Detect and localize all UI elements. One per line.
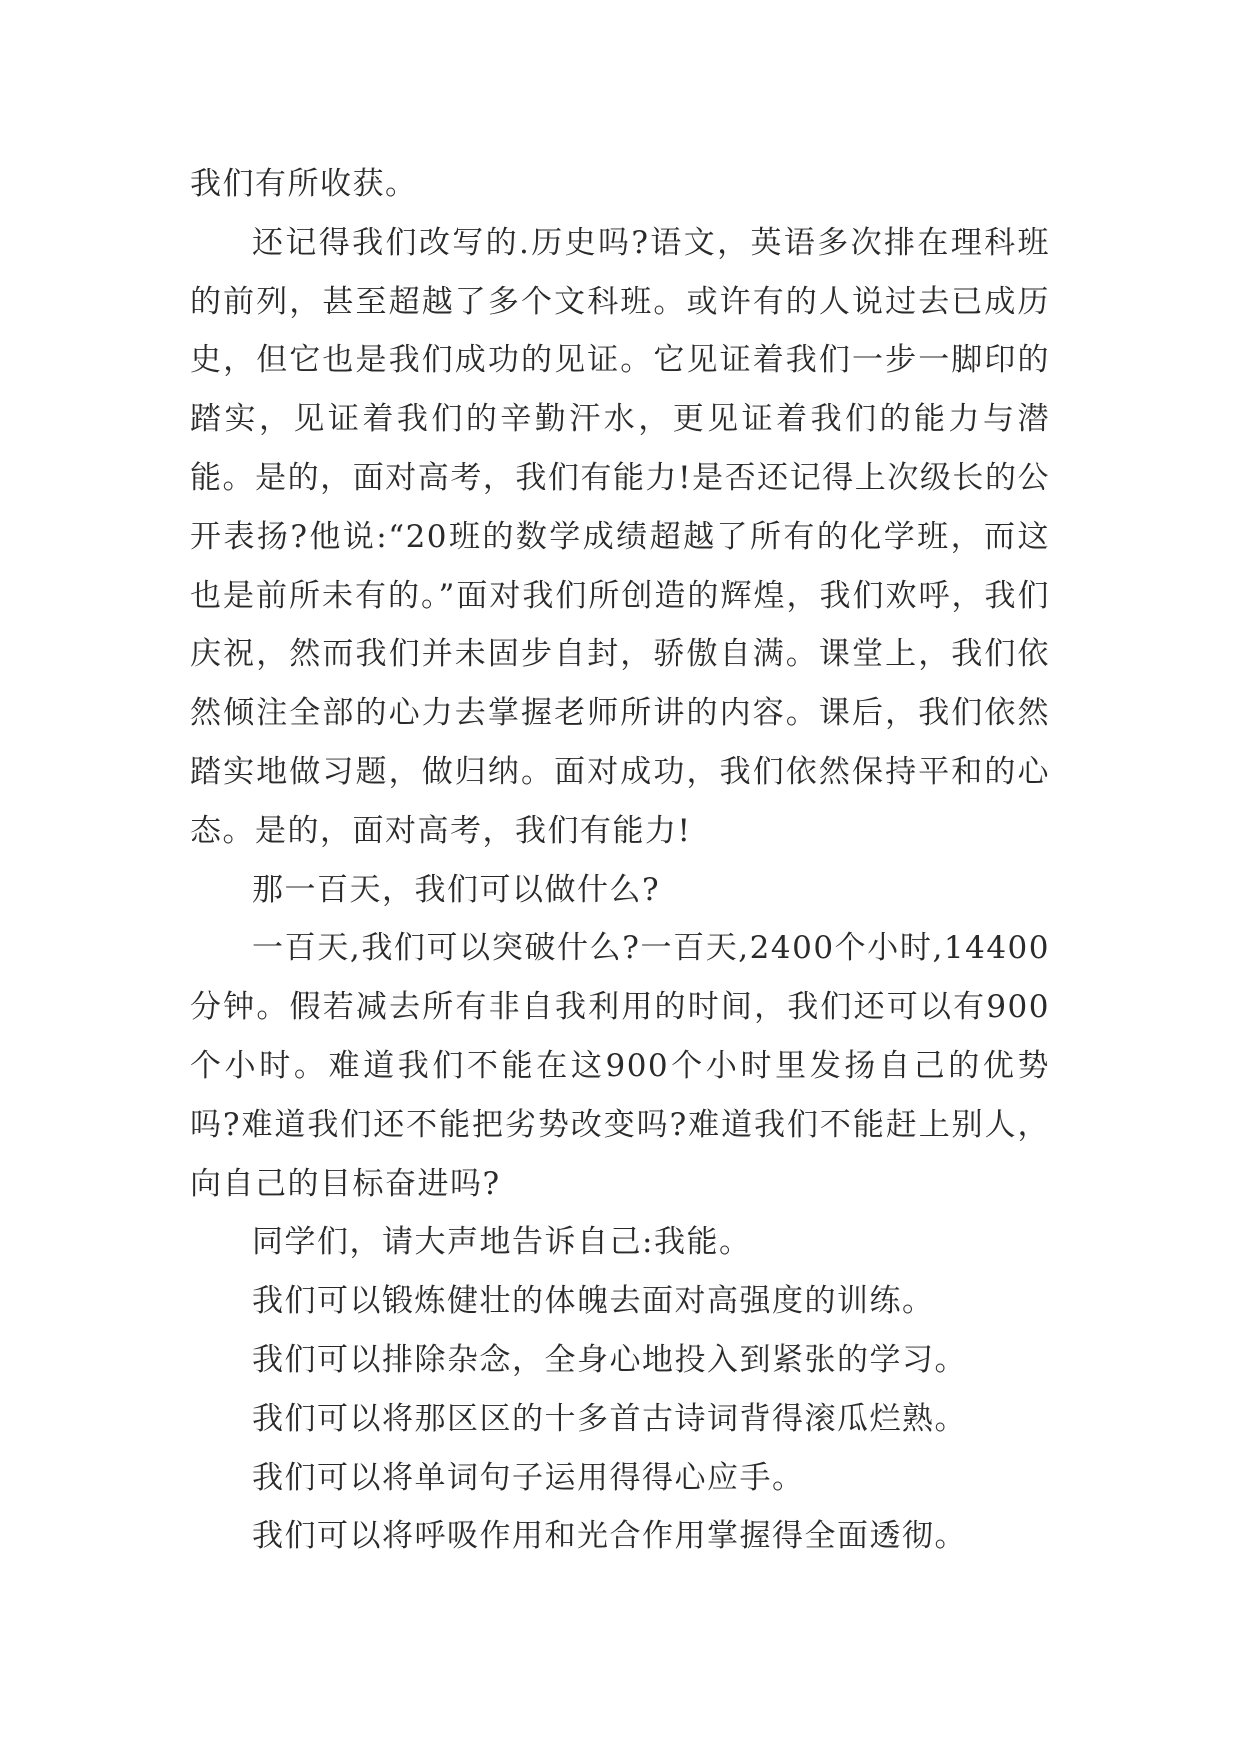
paragraph-continuation: 我们有所收获。: [190, 166, 418, 202]
paragraph-physique: 我们可以锻炼健壮的体魄去面对高强度的训练。: [252, 1283, 935, 1320]
document-body: [190, 155, 1050, 1566]
paragraph-focus: 我们可以排除杂念，全身心地投入到紧张的学习。: [252, 1341, 967, 1378]
paragraph-history: 还记得我们改写的.历史吗?语文，英语多次排在理科班的前列，甚至超越了多个文科班。或许有的人说过去已成历史，但它也是我们成功的见证。它见证着我们一步一脚印的踏实，见证着我们的辛勤汗水，更见证着我们的能力与潜能。是的，面对高考，我们有能力!是否还记得上次级长的公开表扬?他说:“20班的数学成绩超越了所有的化学班，而这也是前所未有的。”面对我们所创造的辉煌，我们欢呼，我们庆祝，然而我们并未固步自封，骄傲自满。课堂上，我们依然倾注全部的心力去掌握老师所讲的内容。课后，我们依然踏实地做习题，做归纳。面对成功，我们依然保持平和的心态。是的，面对高考，我们有能力!: [190, 224, 1050, 849]
paragraph-classmates: 同学们，请大声地告诉自己:我能。: [252, 1224, 752, 1261]
paragraph-hundred-days-question: 那一百天，我们可以做什么?: [252, 871, 661, 908]
paragraph-poems: 我们可以将那区区的十多首古诗词背得滚瓜烂熟。: [252, 1400, 967, 1437]
paragraph-hundred-days-hours: 一百天,我们可以突破什么?一百天,2400个小时,14400分钟。假若减去所有非自我利用的时间，我们还可以有900个小时。难道我们不能在这900个小时里发扬自己的优势吗?难道我们还不能把劣势改变吗?难道我们不能赶上别人，向自己的目标奋进吗?: [190, 930, 1050, 1202]
paragraph-vocabulary: 我们可以将单词句子运用得得心应手。: [252, 1459, 805, 1496]
paragraph-biology: 我们可以将呼吸作用和光合作用掌握得全面透彻。: [252, 1518, 967, 1555]
